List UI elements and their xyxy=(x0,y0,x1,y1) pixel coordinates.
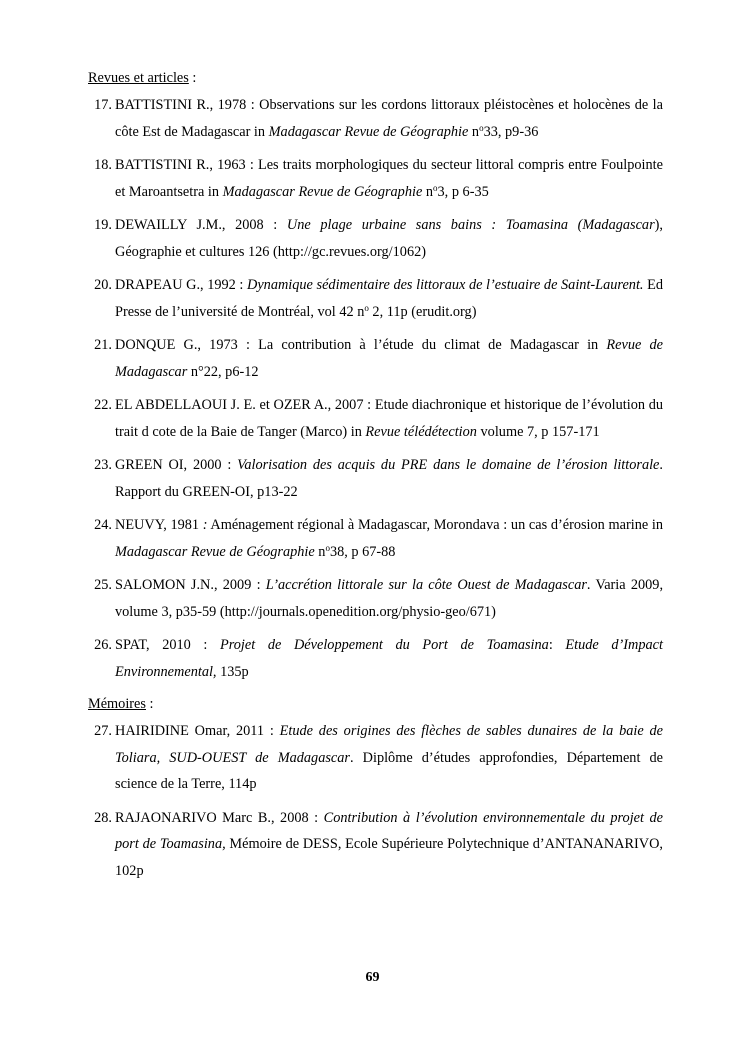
page-number: 69 xyxy=(365,970,380,985)
reference-number: 18. xyxy=(94,157,112,173)
reference-number: 27. xyxy=(94,723,112,739)
reference-text: BATTISTINI R., 1963 : Les traits morphologiques du secteur littoral compris entre Foulpointe et Maroantsetra in Madagascar Revue de Géographie $n^o3$, p 6-35 xyxy=(115,157,663,200)
reference-entry xyxy=(88,718,663,798)
reference-text: HAIRIDINE Omar, 2011 : Etude des origines des flèches de sables dunaires de la baie de Toliara, SUD-OUEST de Madagascar. Diplôme d’études approfondies, Département de science de la Terre, 114p xyxy=(115,723,663,792)
section-heading: Mémoires : xyxy=(88,696,154,712)
reference-text: EL ABDELLAOUI J. E. et OZER A., 2007 : Etude diachronique et historique de l’évolution du trait d cote de la Baie de Tanger (Marco) in Revue télédétection volume 7, p 157-171 xyxy=(115,397,663,440)
reference-entry xyxy=(88,392,663,445)
reference-entry xyxy=(88,92,663,145)
reference-text: SALOMON J.N., 2009 : L’accrétion littorale sur la côte Ouest de Madagascar. Varia 2009, volume 3, p35-59 (http://journals.openedition.org/physio-geo/671) xyxy=(115,577,664,620)
reference-text: RAJAONARIVO Marc B., 2008 : Contribution à l’évolution environnementale du projet de port de Toamasina, Mémoire de DESS, Ecole Supérieure Polytechnique d’ANTANANARIVO, 102p xyxy=(115,809,663,879)
reference-number: 26. xyxy=(94,637,112,653)
reference-number: 28. xyxy=(94,809,112,826)
reference-text: BATTISTINI R., 1978 : Observations sur les cordons littoraux pléistocènes et holocènes de la côte Est de Madagascar in Madagascar Revue de Géographie $n^o33$, p9-36 xyxy=(115,97,663,140)
reference-entry xyxy=(88,212,663,265)
reference-number: 19. xyxy=(94,217,112,233)
reference-number: 24. xyxy=(94,517,112,533)
reference-number: 22. xyxy=(94,397,112,413)
reference-number: 17. xyxy=(94,97,112,113)
reference-number: 21. xyxy=(94,337,112,353)
reference-text: GREEN OI, 2000 : Valorisation des acquis du PRE dans le domaine de l’érosion littorale. Rapport du GREEN-OI, p13-22 xyxy=(115,457,663,500)
reference-text: NEUVY, 1981 : Aménagement régional à Madagascar, Morondava : un cas d’érosion marine in Madagascar Revue de Géographie $n^o38$, p 67-88 xyxy=(115,517,663,560)
reference-entry xyxy=(88,332,663,385)
reference-entry xyxy=(88,512,663,565)
reference-text: DRAPEAU G., 1992 : Dynamique sédimentaire des littoraux de l’estuaire de Saint-Laurent. Ed Presse de l’université de Montréal, vol 42 $n^o$ 2, 11p (erudit.org) xyxy=(115,277,663,320)
reference-number: 25. xyxy=(94,577,112,593)
reference-number: 23. xyxy=(94,457,112,473)
reference-entry xyxy=(88,152,663,205)
reference-text: DEWAILLY J.M., 2008 : Une plage urbaine sans bains : Toamasina (Madagascar), Géographie et cultures 126 (http://gc.revues.org/1062) xyxy=(115,217,663,260)
reference-entry xyxy=(88,452,663,505)
reference-number: 20. xyxy=(94,277,112,293)
reference-text: SPAT, 2010 : Projet de Développement du Port de Toamasina: Etude d’Impact Environnemental, 135p xyxy=(115,637,663,680)
section-heading: Revues et articles : xyxy=(88,70,197,86)
reference-entry xyxy=(88,272,663,325)
reference-entry xyxy=(88,632,663,685)
reference-text: DONQUE G., 1973 : La contribution à l’étude du climat de Madagascar in Revue de Madagascar n°22, p6-12 xyxy=(115,337,663,380)
reference-entry xyxy=(88,572,663,625)
bibliography xyxy=(88,66,663,891)
reference-entry xyxy=(88,805,663,885)
